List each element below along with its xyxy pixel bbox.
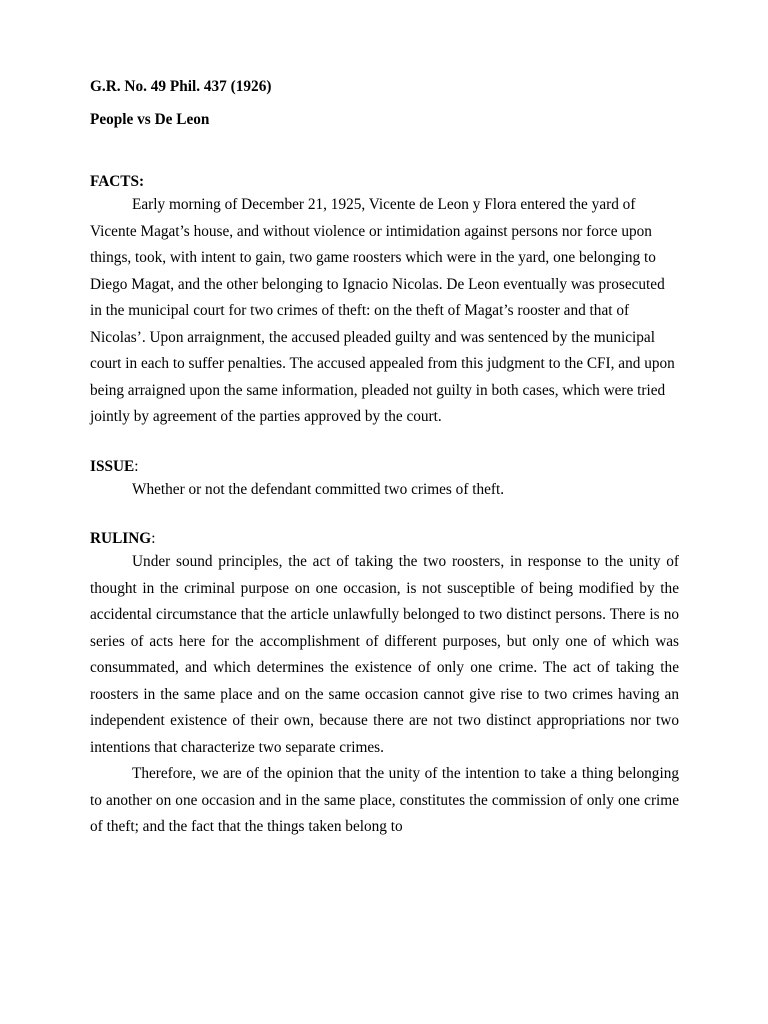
- issue-heading: [90, 457, 679, 477]
- case-title: People vs De Leon: [90, 111, 210, 128]
- facts-paragraph: Early morning of December 21, 1925, Vicente de Leon y Flora entered the yard of Vicente Magat’s house, and without violence or intimidation against persons nor force upon things, took, with intent to gain, two game roosters which were in the yard, one belonging to Diego Magat, and the other belonging to Ignacio Nicolas. De Leon eventually was prosecuted in the municipal court for two crimes of theft: on the theft of Magat’s rooster and that of Nicolas’. Upon arraignment, the accused pleaded guilty and was sentenced by the municipal court in each to suffer penalties. The accused appealed from this judgment to the CFI, and upon being arraigned upon the same information, pleaded not guilty in both cases, which were tried jointly by agreement of the parties approved by the court.: [90, 196, 675, 425]
- issue-paragraph: Whether or not the defendant committed two crimes of theft.: [132, 480, 505, 498]
- facts-heading: FACTS:: [90, 173, 145, 190]
- issue-colon: :: [134, 457, 139, 475]
- document-page: [90, 77, 679, 841]
- case-citation: G.R. No. 49 Phil. 437 (1926): [90, 78, 272, 95]
- ruling-paragraph: Under sound principles, the act of taking the two roosters, in response to the unity of thought in the criminal purpose on one occasion, is not susceptible of being modified by the accidental circumstance that the article unlawfully belonged to two distinct persons. There is no series of acts here for the accomplishment of different purposes, but only one of which was consummated, and which determines the existence of only one crime. The act of taking the roosters in the same place and on the same occasion cannot give rise to two crimes having an independent existence of their own, because there are not two distinct appropriations nor two intentions that characterize two separate crimes.: [90, 553, 679, 756]
- ruling-paragraph: Therefore, we are of the opinion that the unity of the intention to take a thing belonging to another on one occasion and in the same place, constitutes the commission of only one crime of theft; and the fact that the things taken belong to: [90, 765, 679, 835]
- issue-label: ISSUE: [90, 457, 135, 475]
- ruling-heading: [90, 529, 679, 549]
- ruling-colon: :: [151, 530, 156, 547]
- ruling-label: RULING: [90, 530, 152, 547]
